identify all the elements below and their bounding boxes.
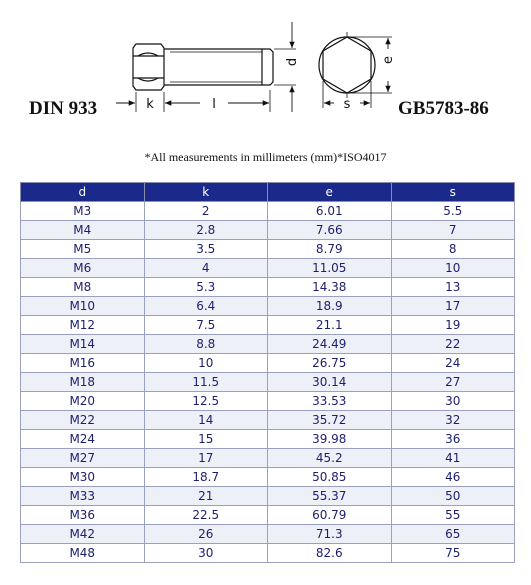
cell-k: 21 bbox=[144, 487, 268, 506]
table-row bbox=[21, 544, 515, 563]
hex-head-end-view bbox=[319, 32, 375, 98]
table-row bbox=[21, 278, 515, 297]
table-row bbox=[21, 259, 515, 278]
table-row bbox=[21, 525, 515, 544]
cell-k: 18.7 bbox=[144, 468, 268, 487]
table-row bbox=[21, 411, 515, 430]
cell-s: 5.5 bbox=[391, 202, 515, 221]
table-row bbox=[21, 468, 515, 487]
cell-k: 17 bbox=[144, 449, 268, 468]
cell-s: 41 bbox=[391, 449, 515, 468]
cell-d: M5 bbox=[21, 240, 145, 259]
cell-d: M33 bbox=[21, 487, 145, 506]
cell-k: 14 bbox=[144, 411, 268, 430]
cell-d: M27 bbox=[21, 449, 145, 468]
cell-e: 24.49 bbox=[268, 335, 392, 354]
header-e: e bbox=[268, 183, 392, 202]
cell-s: 24 bbox=[391, 354, 515, 373]
cell-s: 19 bbox=[391, 316, 515, 335]
cell-d: M36 bbox=[21, 506, 145, 525]
cell-e: 26.75 bbox=[268, 354, 392, 373]
cell-e: 30.14 bbox=[268, 373, 392, 392]
cell-d: M4 bbox=[21, 221, 145, 240]
cell-k: 8.8 bbox=[144, 335, 268, 354]
cell-k: 2 bbox=[144, 202, 268, 221]
cell-s: 75 bbox=[391, 544, 515, 563]
cell-d: M16 bbox=[21, 354, 145, 373]
cell-d: M18 bbox=[21, 373, 145, 392]
cell-s: 30 bbox=[391, 392, 515, 411]
cell-k: 30 bbox=[144, 544, 268, 563]
cell-e: 35.72 bbox=[268, 411, 392, 430]
cell-e: 11.05 bbox=[268, 259, 392, 278]
cell-k: 22.5 bbox=[144, 506, 268, 525]
cell-k: 4 bbox=[144, 259, 268, 278]
cell-e: 60.79 bbox=[268, 506, 392, 525]
cell-e: 7.66 bbox=[268, 221, 392, 240]
cell-d: M20 bbox=[21, 392, 145, 411]
cell-k: 15 bbox=[144, 430, 268, 449]
dim-label-e: e bbox=[381, 56, 396, 64]
cell-s: 65 bbox=[391, 525, 515, 544]
cell-s: 27 bbox=[391, 373, 515, 392]
cell-k: 5.3 bbox=[144, 278, 268, 297]
table-row bbox=[21, 240, 515, 259]
standard-gb: GB5783-86 bbox=[398, 98, 489, 119]
cell-e: 39.98 bbox=[268, 430, 392, 449]
cell-s: 46 bbox=[391, 468, 515, 487]
table-row bbox=[21, 392, 515, 411]
bolt-shank bbox=[164, 49, 273, 85]
cell-k: 12.5 bbox=[144, 392, 268, 411]
header-k: k bbox=[144, 183, 268, 202]
table-row bbox=[21, 221, 515, 240]
standard-din: DIN 933 bbox=[29, 98, 98, 119]
cell-e: 33.53 bbox=[268, 392, 392, 411]
cell-k: 6.4 bbox=[144, 297, 268, 316]
cell-s: 13 bbox=[391, 278, 515, 297]
cell-k: 7.5 bbox=[144, 316, 268, 335]
cell-k: 10 bbox=[144, 354, 268, 373]
cell-d: M8 bbox=[21, 278, 145, 297]
table-row bbox=[21, 487, 515, 506]
cell-d: M24 bbox=[21, 430, 145, 449]
cell-s: 7 bbox=[391, 221, 515, 240]
cell-d: M14 bbox=[21, 335, 145, 354]
cell-e: 50.85 bbox=[268, 468, 392, 487]
cell-e: 71.3 bbox=[268, 525, 392, 544]
table-row bbox=[21, 335, 515, 354]
cell-k: 11.5 bbox=[144, 373, 268, 392]
cell-k: 2.8 bbox=[144, 221, 268, 240]
cell-s: 17 bbox=[391, 297, 515, 316]
table-row bbox=[21, 506, 515, 525]
bolt-spec-table bbox=[20, 182, 515, 563]
cell-e: 45.2 bbox=[268, 449, 392, 468]
bolt-head-side bbox=[133, 44, 164, 90]
dim-label-k: k bbox=[146, 97, 154, 112]
table-row bbox=[21, 297, 515, 316]
cell-s: 22 bbox=[391, 335, 515, 354]
cell-d: M6 bbox=[21, 259, 145, 278]
dim-label-d: d bbox=[285, 57, 300, 67]
table-row bbox=[21, 449, 515, 468]
cell-s: 32 bbox=[391, 411, 515, 430]
table-row bbox=[21, 373, 515, 392]
cell-d: M3 bbox=[21, 202, 145, 221]
table-row bbox=[21, 202, 515, 221]
cell-e: 21.1 bbox=[268, 316, 392, 335]
cell-d: M42 bbox=[21, 525, 145, 544]
cell-d: M22 bbox=[21, 411, 145, 430]
cell-d: M12 bbox=[21, 316, 145, 335]
table-row bbox=[21, 316, 515, 335]
dim-label-l: l bbox=[212, 97, 216, 112]
dim-label-s: s bbox=[343, 97, 351, 112]
cell-s: 50 bbox=[391, 487, 515, 506]
table-header-row bbox=[21, 183, 515, 202]
cell-d: M10 bbox=[21, 297, 145, 316]
cell-e: 82.6 bbox=[268, 544, 392, 563]
cell-s: 8 bbox=[391, 240, 515, 259]
cell-e: 6.01 bbox=[268, 202, 392, 221]
cell-e: 14.38 bbox=[268, 278, 392, 297]
measurement-note: *All measurements in millimeters (mm)*ISO4017 bbox=[144, 150, 387, 164]
cell-d: M48 bbox=[21, 544, 145, 563]
cell-d: M30 bbox=[21, 468, 145, 487]
cell-e: 8.79 bbox=[268, 240, 392, 259]
cell-s: 10 bbox=[391, 259, 515, 278]
cell-k: 26 bbox=[144, 525, 268, 544]
header-s: s bbox=[391, 183, 515, 202]
dimension-k-l bbox=[116, 90, 270, 112]
cell-k: 3.5 bbox=[144, 240, 268, 259]
table-row bbox=[21, 354, 515, 373]
cell-e: 18.9 bbox=[268, 297, 392, 316]
cell-e: 55.37 bbox=[268, 487, 392, 506]
cell-s: 55 bbox=[391, 506, 515, 525]
header-d: d bbox=[21, 183, 145, 202]
table-row bbox=[21, 430, 515, 449]
cell-s: 36 bbox=[391, 430, 515, 449]
